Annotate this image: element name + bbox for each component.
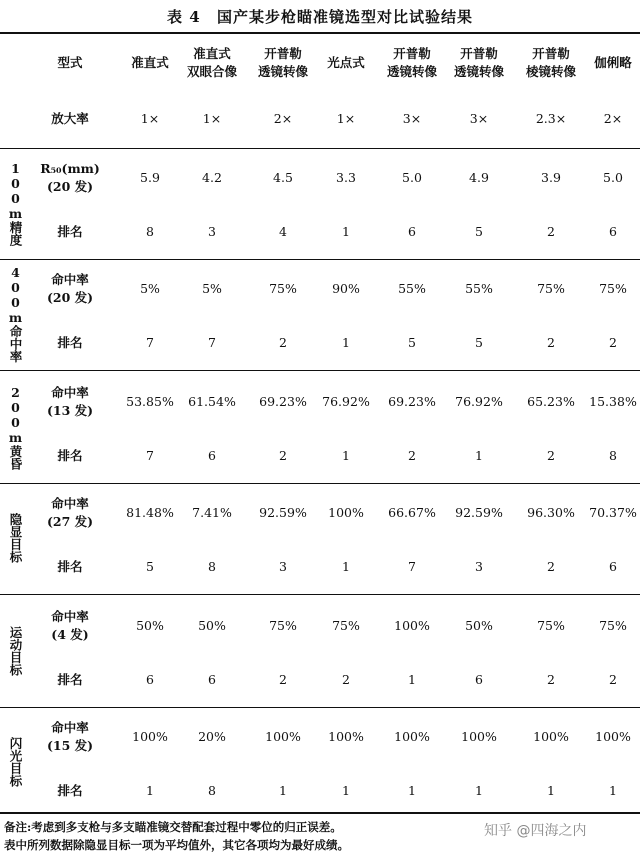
table-cell: 55%	[465, 280, 493, 296]
row-label: 命中率 (20 发)	[46, 271, 94, 305]
table-cell: 8	[146, 223, 154, 239]
table-cell: 81.48%	[126, 504, 174, 520]
table-cell: 5	[475, 334, 483, 350]
type-header-cell: 光点式	[327, 55, 365, 70]
type-header-cell: 伽俐略	[594, 55, 632, 70]
row-label: 命中率 (4 发)	[51, 608, 89, 642]
magnification-cell: 2×	[273, 111, 293, 126]
table-number: 表 4	[167, 8, 201, 26]
table-cell: 75%	[332, 617, 360, 633]
watermark	[484, 820, 586, 840]
magnification-cell: 1×	[202, 111, 222, 126]
table-cell: 6	[146, 671, 154, 687]
table-cell: 6	[408, 223, 416, 239]
table-cell: 2	[547, 671, 555, 687]
type-header-cell: 开普勒 透镜转像	[257, 46, 308, 79]
table-cell: 3	[208, 223, 216, 239]
table-cell: 3.3	[336, 169, 356, 185]
table-title	[0, 4, 640, 30]
table-cell: 6	[475, 671, 483, 687]
table-cell: 5.0	[402, 169, 422, 185]
table-cell: 7	[146, 447, 154, 463]
table-cell: 2	[547, 334, 555, 350]
group-divider	[0, 370, 640, 371]
group-label: 200m黄昏	[8, 384, 23, 470]
group-divider	[0, 259, 640, 260]
table-cell: 2	[547, 447, 555, 463]
header-rule	[0, 148, 640, 149]
row-label: 排名	[57, 223, 83, 239]
table-cell: 1	[146, 782, 154, 798]
table-cell: 2	[609, 671, 617, 687]
table-cell: 3	[279, 558, 287, 574]
group-label: 运动目标	[8, 626, 23, 676]
bottom-rule	[0, 812, 640, 814]
table-cell: 76.92%	[322, 393, 370, 409]
table-cell: 70.37%	[589, 504, 637, 520]
row-label: 排名	[57, 447, 83, 463]
table-cell: 50%	[136, 617, 164, 633]
table-cell: 4.9	[469, 169, 489, 185]
table-cell: 7	[208, 334, 216, 350]
table-cell: 100%	[595, 728, 631, 744]
table-cell: 50%	[465, 617, 493, 633]
table-cell: 69.23%	[259, 393, 307, 409]
table-cell: 5.0	[603, 169, 623, 185]
table-cell: 2	[547, 223, 555, 239]
magnification-cell: 1×	[336, 111, 356, 126]
group-label: 闪光目标	[8, 737, 23, 787]
type-header-cell: 开普勒 棱镜转像	[525, 46, 576, 79]
table-cell: 100%	[394, 728, 430, 744]
row-label: 排名	[57, 334, 83, 350]
table-cell: 75%	[269, 280, 297, 296]
table-cell: 15.38%	[589, 393, 637, 409]
table-cell: 6	[609, 558, 617, 574]
table-cell: 2	[408, 447, 416, 463]
table-cell: 69.23%	[388, 393, 436, 409]
table-cell: 100%	[533, 728, 569, 744]
table-cell: 2	[342, 671, 350, 687]
table-cell: 100%	[328, 504, 364, 520]
table-cell: 75%	[599, 617, 627, 633]
magnification-cell: 2.3×	[535, 111, 567, 126]
table-cell: 2	[609, 334, 617, 350]
table-cell: 1	[342, 782, 350, 798]
table-cell: 1	[475, 447, 483, 463]
table-cell: 2	[279, 334, 287, 350]
table-cell: 55%	[398, 280, 426, 296]
group-divider	[0, 707, 640, 708]
table-cell: 100%	[394, 617, 430, 633]
table-cell: 6	[208, 671, 216, 687]
table-cell: 1	[342, 447, 350, 463]
table-cell: 92.59%	[259, 504, 307, 520]
row-label: 排名	[57, 558, 83, 574]
table-cell: 1	[408, 782, 416, 798]
table-cell: 90%	[332, 280, 360, 296]
table-cell: 4.2	[202, 169, 222, 185]
group-divider	[0, 483, 640, 484]
table-cell: 3.9	[541, 169, 561, 185]
magnification-cell: 1×	[140, 111, 160, 126]
table-cell: 7.41%	[192, 504, 232, 520]
table-cell: 8	[609, 447, 617, 463]
table-cell: 5.9	[140, 169, 160, 185]
table-cell: 100%	[328, 728, 364, 744]
magnification-cell: 3×	[402, 111, 422, 126]
table-cell: 75%	[599, 280, 627, 296]
table-cell: 4.5	[273, 169, 293, 185]
table-cell: 1	[342, 334, 350, 350]
type-header-cell: 开普勒 透镜转像	[453, 46, 504, 79]
type-header-cell: 开普勒 透镜转像	[386, 46, 437, 79]
row-label: R₅₀(mm) (20 发)	[40, 160, 100, 194]
table-cell: 5%	[202, 280, 222, 296]
table-cell: 7	[146, 334, 154, 350]
type-header-cell: 准直式 双眼合像	[186, 46, 237, 79]
table-cell: 2	[547, 558, 555, 574]
note-line-2: 表中所列数据除隐显目标一项为平均值外，其它各项均为最好成绩。	[4, 838, 349, 852]
table-cell: 1	[342, 223, 350, 239]
table-cell: 53.85%	[126, 393, 174, 409]
table-cell: 6	[208, 447, 216, 463]
table-cell: 92.59%	[455, 504, 503, 520]
table-cell: 4	[279, 223, 287, 239]
table-cell: 96.30%	[527, 504, 575, 520]
table-cell: 8	[208, 558, 216, 574]
table-cell: 100%	[132, 728, 168, 744]
table-cell: 7	[408, 558, 416, 574]
table-caption: 国产某步枪瞄准镜选型对比试验结果	[216, 8, 473, 26]
table-cell: 75%	[269, 617, 297, 633]
table-cell: 100%	[461, 728, 497, 744]
row-label: 排名	[57, 671, 83, 687]
magnification-label: 放大率	[51, 111, 89, 126]
table-cell: 3	[475, 558, 483, 574]
table-cell: 1	[475, 782, 483, 798]
row-label: 命中率 (15 发)	[46, 719, 94, 753]
type-header-label: 型式	[57, 55, 83, 70]
table-cell: 5%	[140, 280, 160, 296]
table-cell: 1	[547, 782, 555, 798]
table-cell: 2	[279, 447, 287, 463]
table-cell: 65.23%	[527, 393, 575, 409]
row-label: 排名	[57, 782, 83, 798]
row-label: 命中率 (27 发)	[46, 495, 94, 529]
group-label: 400m命中率	[8, 265, 23, 363]
note-line-1: 备注:考虑到多支枪与多支瞄准镜交替配套过程中零位的归正误差。	[4, 820, 342, 834]
type-header-cell: 准直式	[131, 55, 169, 70]
table-cell: 5	[408, 334, 416, 350]
group-divider	[0, 594, 640, 595]
group-label: 隐显目标	[8, 513, 23, 563]
group-label: 100m精度	[8, 160, 23, 246]
table-cell: 1	[342, 558, 350, 574]
watermark-text: 知乎 @四海之内	[484, 823, 587, 839]
table-cell: 20%	[198, 728, 226, 744]
magnification-cell: 2×	[603, 111, 623, 126]
top-rule	[0, 32, 640, 34]
table-cell: 5	[146, 558, 154, 574]
table-cell: 5	[475, 223, 483, 239]
table-cell: 75%	[537, 617, 565, 633]
magnification-cell: 3×	[469, 111, 489, 126]
table-cell: 1	[279, 782, 287, 798]
table-cell: 6	[609, 223, 617, 239]
table-cell: 66.67%	[388, 504, 436, 520]
table-cell: 1	[609, 782, 617, 798]
table-cell: 8	[208, 782, 216, 798]
table-cell: 50%	[198, 617, 226, 633]
table-cell: 100%	[265, 728, 301, 744]
row-label: 命中率 (13 发)	[46, 384, 94, 418]
table-cell: 75%	[537, 280, 565, 296]
table-cell: 61.54%	[188, 393, 236, 409]
table-notes	[4, 818, 464, 854]
table-cell: 76.92%	[455, 393, 503, 409]
table-cell: 1	[408, 671, 416, 687]
table-cell: 2	[279, 671, 287, 687]
